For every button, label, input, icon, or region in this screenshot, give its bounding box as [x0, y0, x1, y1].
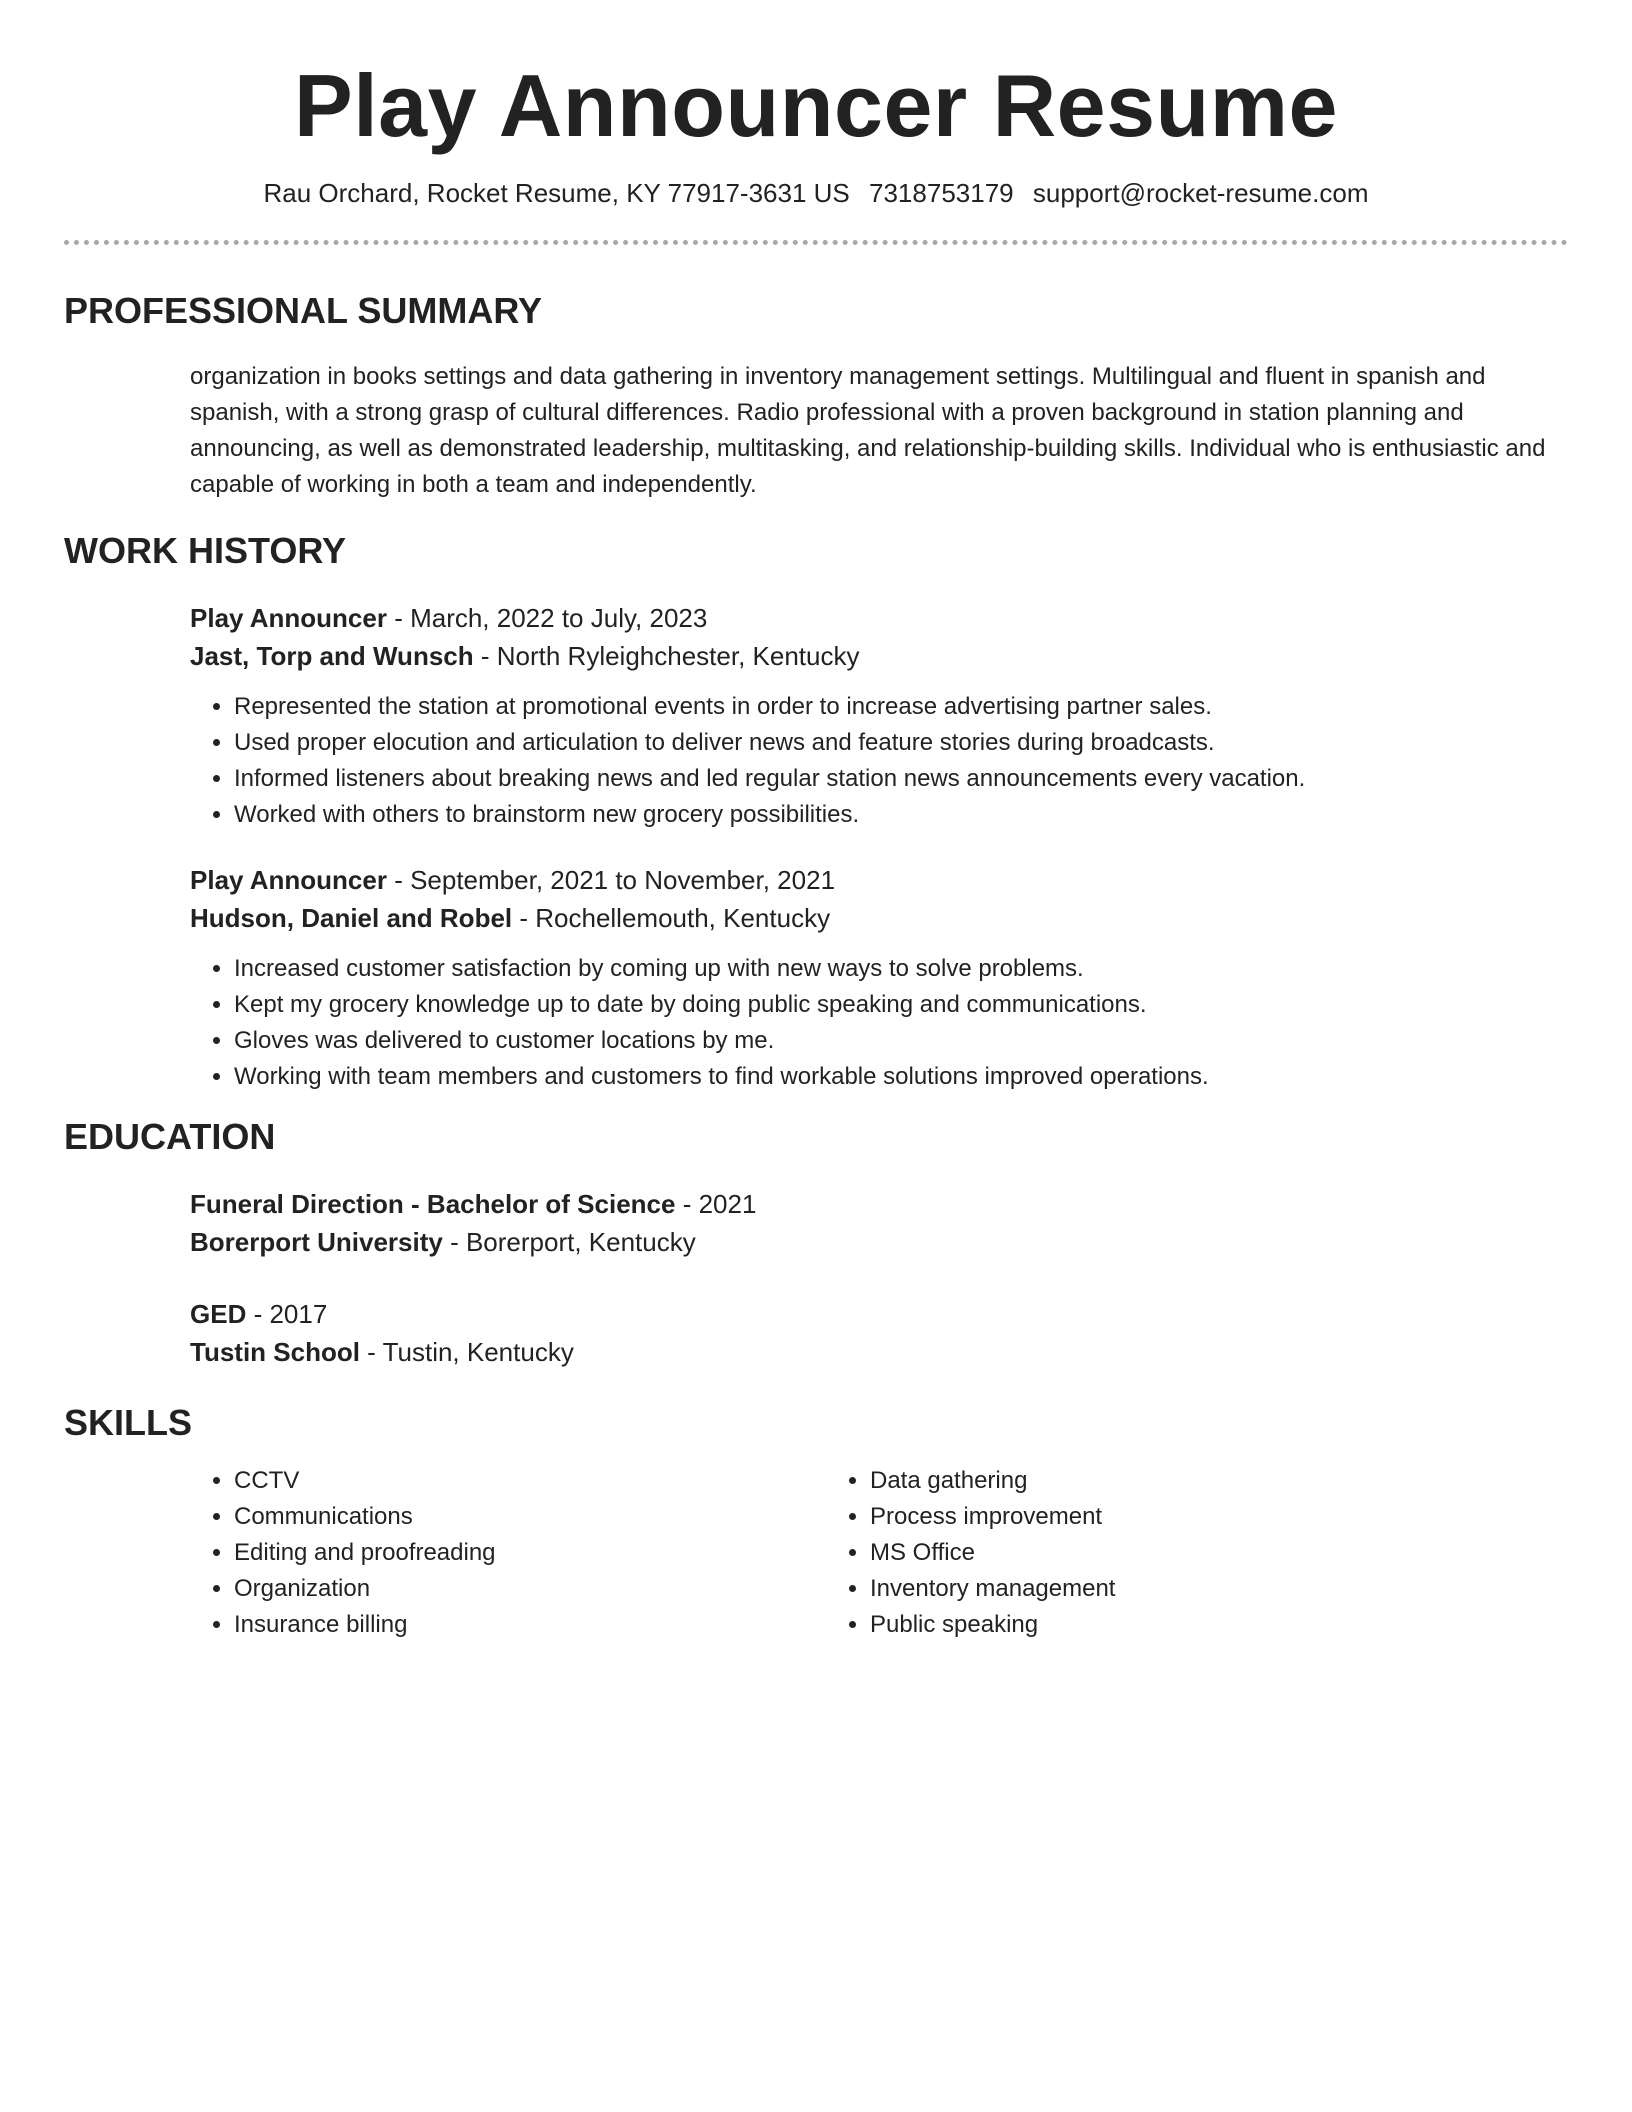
work-history-heading: WORK HISTORY — [64, 530, 347, 571]
education-school: Tustin School — [190, 1337, 360, 1367]
list-item: • Inventory management — [870, 1571, 1462, 1607]
education-school-line — [190, 1333, 1568, 1371]
job-dates: - September, 2021 to November, 2021 — [386, 865, 836, 895]
education-year: - 2021 — [675, 1189, 757, 1219]
list-item: • Informed listeners about breaking news and led regular station news announcements every vacation. — [234, 761, 1568, 797]
education-entry — [190, 1295, 1568, 1371]
contact-email: support@rocket-resume.com — [1032, 178, 1369, 208]
summary-heading: PROFESSIONAL SUMMARY — [64, 290, 543, 331]
list-item: • Used proper elocution and articulation to deliver news and feature stories during broadcasts. — [234, 725, 1568, 761]
education-heading: EDUCATION — [64, 1116, 276, 1157]
list-item: • Kept my grocery knowledge up to date by doing public speaking and communications. — [234, 987, 1568, 1023]
education-location: - Borerport, Kentucky — [442, 1227, 696, 1257]
list-item: • Insurance billing — [234, 1607, 826, 1643]
education-location: - Tustin, Kentucky — [359, 1337, 574, 1367]
skills-section — [64, 1401, 1568, 1643]
education-entry — [190, 1185, 1568, 1261]
skills-heading: SKILLS — [64, 1402, 193, 1443]
job-role: Play Announcer — [190, 603, 387, 633]
job-company: Jast, Torp and Wunsch — [190, 641, 474, 671]
job-company-line — [190, 637, 1568, 675]
education-degree: GED — [190, 1299, 247, 1329]
job-company-line — [190, 899, 1568, 937]
job-duties-list — [190, 689, 1568, 833]
list-item: • MS Office — [870, 1535, 1462, 1571]
list-item: • Worked with others to brainstorm new grocery possibilities. — [234, 797, 1568, 833]
header-divider — [64, 240, 1568, 245]
list-item: • Process improvement — [870, 1499, 1462, 1535]
contact-phone: 7318753179 — [869, 178, 1014, 208]
contact-address: Rau Orchard, Rocket Resume, KY 77917-3631 US — [263, 178, 850, 208]
summary-text: organization in books settings and data gathering in inventory management settings. Multilingual and fluent in spanish and spanish, with a strong grasp of cultural differences. Radio professional with a proven background in station planning and announcing, as well as demonstrated leadership, multitasking, and relationship-building skills. Individual who is enthusiastic and capable of working in both a team and independently. — [190, 363, 1546, 498]
contact-line — [64, 176, 1568, 210]
education-year: - 2017 — [246, 1299, 328, 1329]
job-location: - Rochellemouth, Kentucky — [512, 903, 831, 933]
list-item: • Organization — [234, 1571, 826, 1607]
list-item: • Increased customer satisfaction by coming up with new ways to solve problems. — [234, 951, 1568, 987]
list-item: • Working with team members and customers to find workable solutions improved operations. — [234, 1059, 1568, 1095]
education-section — [64, 1115, 1568, 1371]
list-item: • Represented the station at promotional events in order to increase advertising partner sales. — [234, 689, 1568, 725]
job-entry — [190, 599, 1568, 833]
education-degree-line — [190, 1185, 1568, 1223]
resume-title: Play Announcer Resume — [294, 56, 1338, 155]
job-title-line — [190, 599, 1568, 637]
list-item: • Communications — [234, 1499, 826, 1535]
job-company: Hudson, Daniel and Robel — [190, 903, 513, 933]
job-role: Play Announcer — [190, 865, 387, 895]
job-dates: - March, 2022 to July, 2023 — [386, 603, 708, 633]
skills-grid — [190, 1463, 1568, 1643]
list-item: • Gloves was delivered to customer locations by me. — [234, 1023, 1568, 1059]
list-item: • CCTV — [234, 1463, 826, 1499]
job-duties-list — [190, 951, 1568, 1095]
list-item: • Public speaking — [870, 1607, 1462, 1643]
skills-column-left — [190, 1463, 826, 1643]
work-history-section — [64, 529, 1568, 1095]
summary-section — [64, 289, 1568, 503]
list-item: • Data gathering — [870, 1463, 1462, 1499]
skills-column-right — [826, 1463, 1462, 1643]
list-item: • Editing and proofreading — [234, 1535, 826, 1571]
education-school-line — [190, 1223, 1568, 1261]
education-school: Borerport University — [190, 1227, 443, 1257]
job-title-line — [190, 861, 1568, 899]
job-entry — [190, 861, 1568, 1095]
education-degree: Funeral Direction - Bachelor of Science — [190, 1189, 676, 1219]
job-location: - North Ryleighchester, Kentucky — [473, 641, 860, 671]
education-degree-line — [190, 1295, 1568, 1333]
